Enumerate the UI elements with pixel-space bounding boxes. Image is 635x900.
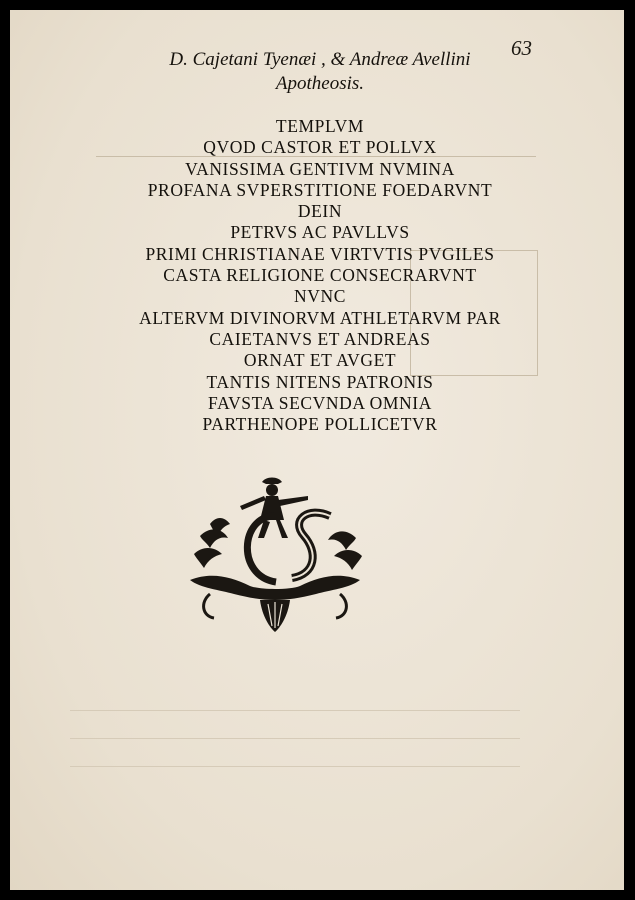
inscription-line: CAIETANVS ET ANDREAS	[209, 328, 431, 349]
inscription-line: ALTERVM DIVINORVM ATHLETARVM PAR	[139, 307, 501, 328]
cs-monogram-vignette-icon	[180, 476, 370, 636]
heading-line-1: D. Cajetani Tyenæi , & Andreæ Avellini	[169, 49, 471, 70]
inscription-line: QVOD CASTOR ET POLLVX	[203, 137, 437, 158]
bleed-through-rule	[70, 710, 520, 711]
heading-line-2: Apotheosis.	[275, 73, 365, 94]
bleed-through-rule	[70, 738, 520, 739]
inscription-line: PRIMI CHRISTIANAE VIRTVTIS PVGILES	[145, 243, 495, 264]
inscription-line: VANISSIMA GENTIVM NVMINA	[185, 158, 455, 179]
inscription-line: TEMPLVM	[275, 116, 365, 136]
latin-inscription	[70, 116, 570, 435]
page-heading	[90, 48, 550, 96]
inscription-line: NVNC	[294, 286, 346, 307]
inscription-line: DEIN	[297, 201, 343, 222]
inscription-line: PETRVS AC PAVLLVS	[230, 222, 410, 243]
book-page	[10, 10, 624, 890]
inscription-line: ORNAT ET AVGET	[243, 350, 397, 371]
bleed-through-rule	[70, 766, 520, 767]
bleed-through-texture	[250, 96, 264, 118]
inscription-line: FAVSTA SECVNDA OMNIA	[208, 392, 432, 413]
inscription-line: TANTIS NITENS PATRONIS	[206, 371, 434, 392]
inscription-line: PROFANA SVPERSTITIONE FOEDARVNT	[147, 179, 493, 200]
inscription-line: PARTHENOPE POLLICETVR	[202, 414, 438, 435]
inscription-line: CASTA RELIGIONE CONSECRARVNT	[163, 265, 477, 286]
page-number: 63	[511, 36, 532, 60]
